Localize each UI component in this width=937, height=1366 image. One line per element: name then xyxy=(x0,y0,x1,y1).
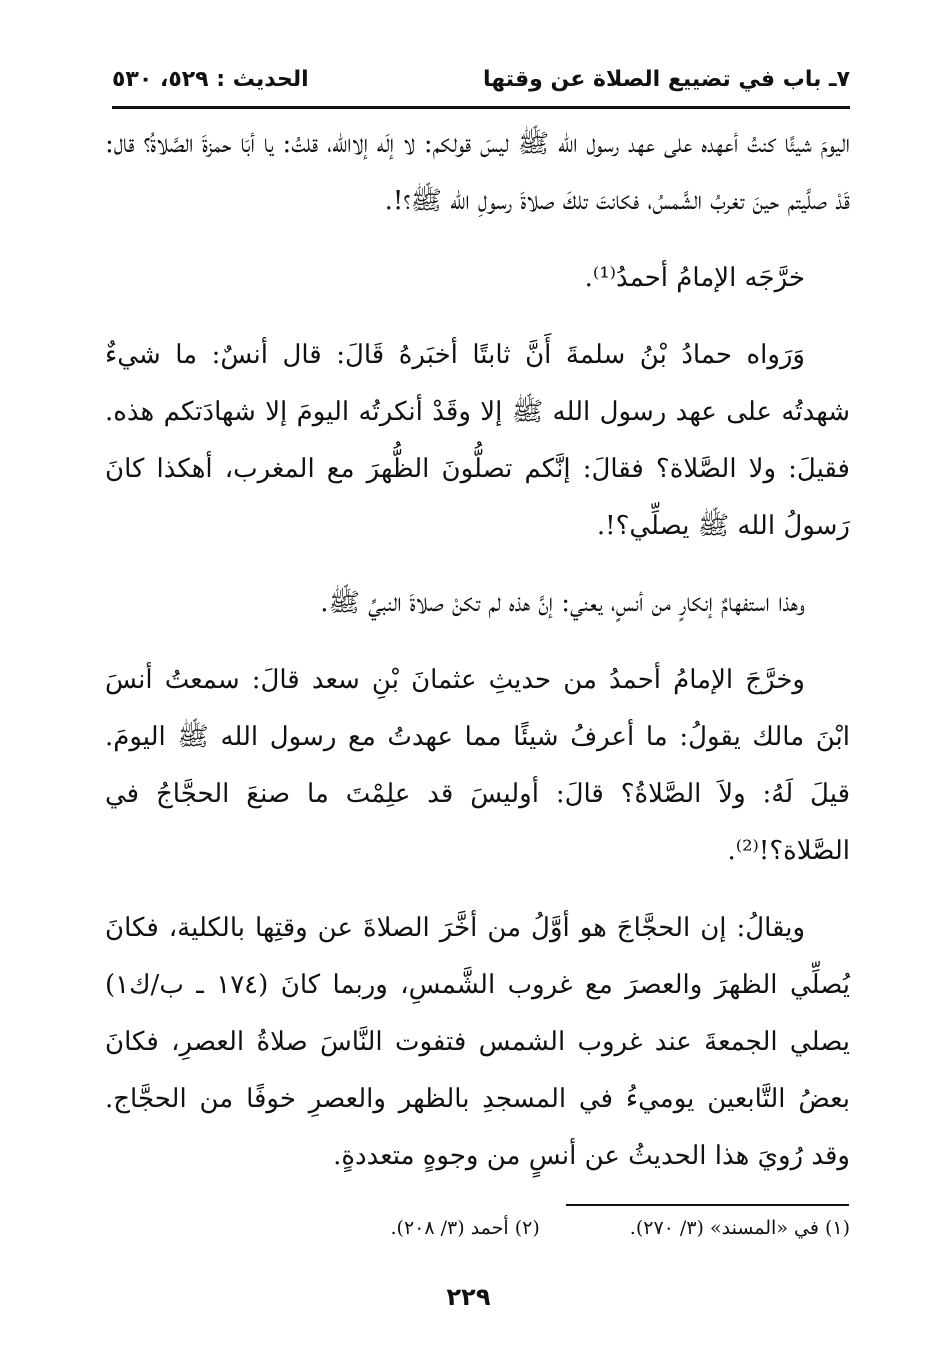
paragraph: اليومَ شيئًا كنتُ أعهده على عهد رسول الله ﷺ ليسَ قولكم: لا إلَه إلاالله، قلتُ: يا أبَا حمزةَ الصَّلاةُ؟ قال: قَدْ صلَّيتم حينَ تغربُ الشَّمسُ، فكانتَ تلكَ صلاةَ رسولِ الله ﷺ؟!. xyxy=(105,129,850,216)
footnotes xyxy=(270,1214,850,1242)
footnote-2: (٢) أحمد (٣/ ٢٠٨). xyxy=(390,1217,540,1239)
header-divider xyxy=(112,106,850,109)
paragraph: خرَّجَه الإمامُ أحمدُ⁽¹⁾. xyxy=(584,263,805,293)
paragraph: وخرَّجَ الإمامُ أحمدُ من حديثِ عثمانَ بْنِ سعد قالَ: سمعتُ أنسَ ابْنَ مالك يقولُ: ما أعرفُ شيئًا مما عهدتُ مع رسول الله ﷺ اليومَ. قيلَ لَهُ: ولاَ الصَّلاةُ؟ قالَ: أوليسَ قد علِمْتَ ما صنعَ الحجَّاجُ في الصَّلاة؟!⁽²⁾. xyxy=(105,665,850,866)
chapter-title: ٧ـ باب في تضييع الصلاة عن وقتها xyxy=(483,66,850,92)
hadith-reference: الحديث : ٥٢٩، ٥٣٠ xyxy=(112,66,309,92)
footnote-1: (١) في «المسند» (٣/ ٢٧٠). xyxy=(629,1217,850,1239)
main-text xyxy=(105,116,850,1205)
footnote-divider xyxy=(566,1204,849,1206)
page-header xyxy=(112,62,850,96)
page-number: ٢٢٩ xyxy=(446,1283,491,1311)
paragraph: وهذا استفهامٌ إنكارٍ من أنسٍ، يعني: إنَّ هذه لم تكنْ صلاةَ النبيِّ ﷺ. xyxy=(320,588,805,618)
paragraph: ويقالُ: إن الحجَّاجَ هو أوَّلُ من أخَّرَ الصلاةَ عن وقتِها بالكلية، فكانَ يُصلِّي الظهرَ والعصرَ مع غروب الشَّمسِ، وربما كانَ (١٧٤ ـ ب/ك١) يصلي الجمعةَ عند غروب الشمس فتفوت النَّاسَ صلاةُ العصرِ، فكانَ بعضُ التَّابعين يوميءُ في المسجدِ بالظهر والعصرِ خوفًا من الحجَّاج. وقد رُويَ هذا الحديثُ عن أنسٍ من وجوهٍ متعددةٍ. xyxy=(105,913,851,1171)
paragraph: وَرَواه حمادُ بْنُ سلمةَ أَنَّ ثابتًا أخبَرهُ قَالَ: قال أنسٌ: ما شيءٌ شهدتُه على عهد رسول الله ﷺ إلا وقَدْ أنكرتُه اليومَ إلا شهادَتكم هذه. فقيلَ: ولا الصَّلاة؟ فقالَ: إنَّكم تصلُّونَ الظُّهرَ مع المغرب، أهكذا كانَ رَسولُ الله ﷺ يصلِّي؟!. xyxy=(105,340,850,541)
